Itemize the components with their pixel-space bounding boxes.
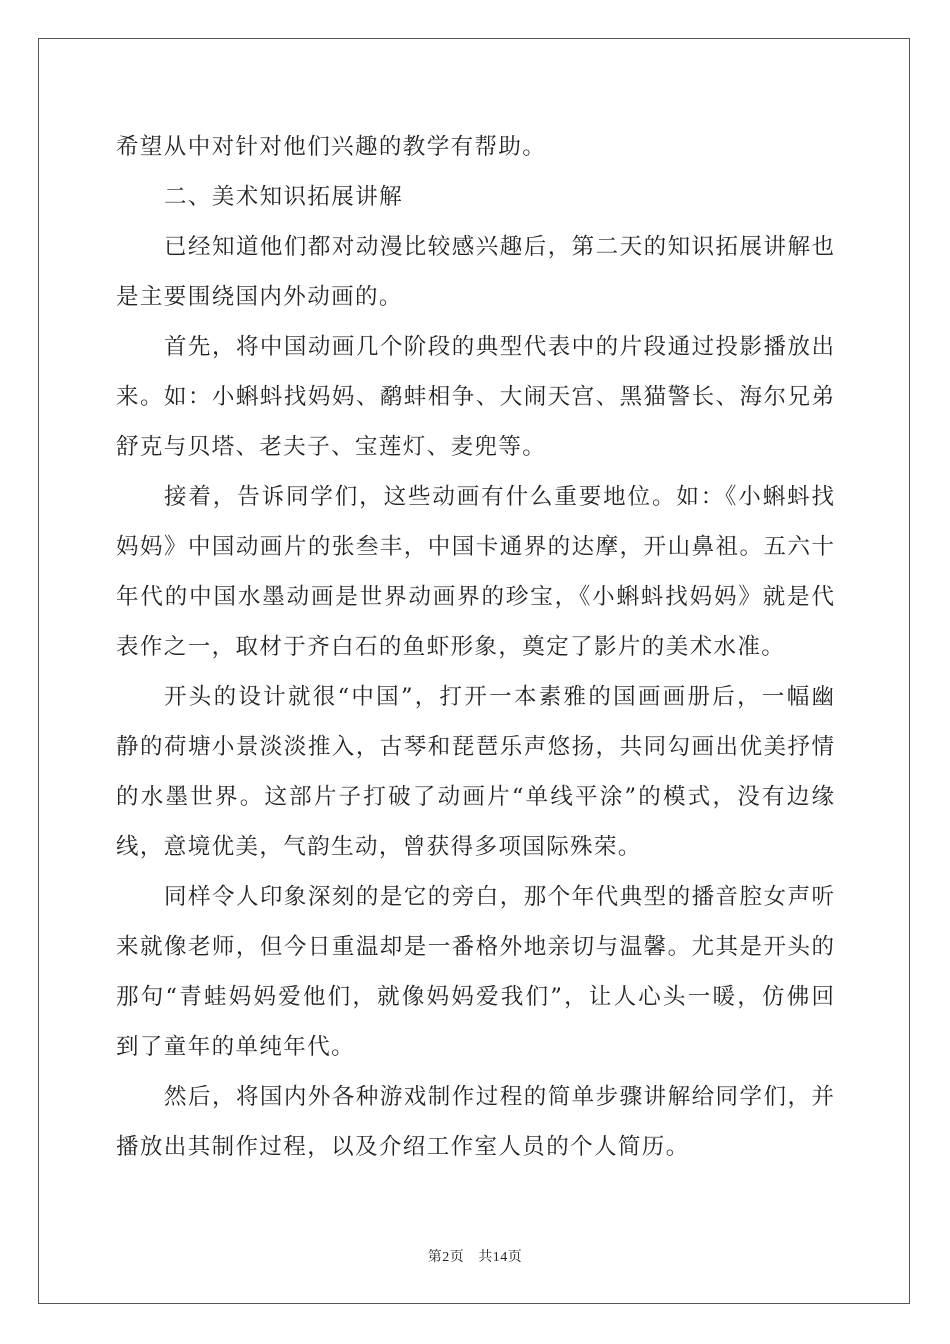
page-footer bbox=[0, 1246, 950, 1266]
text-line-12: 开头的设计就很“中国”，打开一本素雅的国画画册后，一幅幽 bbox=[164, 684, 834, 710]
text-line-1: 希望从中对针对他们兴趣的教学有帮助。 bbox=[116, 134, 547, 160]
text-line-11: 表作之一，取材于齐白石的鱼虾形象，奠定了影片的美术水准。 bbox=[116, 634, 786, 660]
text-line-21: 播放出其制作过程，以及介绍工作室人员的个人简历。 bbox=[116, 1134, 690, 1160]
text-line-13: 静的荷塘小景淡淡推入，古琴和琵琶乐声悠扬，共同勾画出优美抒情 bbox=[116, 734, 834, 760]
text-line-4: 是主要围绕国内外动画的。 bbox=[116, 284, 403, 310]
text-line-7: 舒克与贝塔、老夫子、宝莲灯、麦兜等。 bbox=[116, 434, 547, 460]
text-line-2: 二、美术知识拓展讲解 bbox=[164, 184, 404, 210]
text-line-15: 线，意境优美，气韵生动，曾获得多项国际殊荣。 bbox=[116, 834, 642, 860]
text-line-3: 已经知道他们都对动漫比较感兴趣后，第二天的知识拓展讲解也 bbox=[164, 234, 834, 260]
text-line-14: 的水墨世界。这部片子打破了动画片“单线平涂”的模式，没有边缘 bbox=[116, 784, 834, 810]
text-line-17: 来就像老师，但今日重温却是一番格外地亲切与温馨。尤其是开头的 bbox=[116, 934, 834, 960]
document-body bbox=[116, 122, 834, 1172]
text-line-6: 来。如：小蝌蚪找妈妈、鹬蚌相争、大闹天宫、黑猫警长、海尔兄弟 bbox=[116, 384, 834, 410]
page-total: 共14页 bbox=[478, 1250, 523, 1265]
text-line-18: 那句“青蛙妈妈爱他们，就像妈妈爱我们”，让人心头一暖，仿佛回 bbox=[116, 984, 834, 1010]
text-line-20: 然后，将国内外各种游戏制作过程的简单步骤讲解给同学们，并 bbox=[164, 1084, 834, 1110]
text-line-19: 到了童年的单纯年代。 bbox=[116, 1034, 356, 1060]
text-line-5: 首先，将中国动画几个阶段的典型代表中的片段通过投影播放出 bbox=[164, 334, 834, 360]
text-line-16: 同样令人印象深刻的是它的旁白，那个年代典型的播音腔女声听 bbox=[164, 884, 834, 910]
text-line-9: 妈妈》中国动画片的张叁丰，中国卡通界的达摩，开山鼻祖。五六十 bbox=[116, 534, 834, 560]
text-line-8: 接着，告诉同学们，这些动画有什么重要地位。如：《小蝌蚪找 bbox=[164, 484, 834, 510]
text-line-10: 年代的中国水墨动画是世界动画界的珍宝，《小蝌蚪找妈妈》就是代 bbox=[116, 584, 834, 610]
page-number: 第2页 bbox=[427, 1250, 465, 1265]
